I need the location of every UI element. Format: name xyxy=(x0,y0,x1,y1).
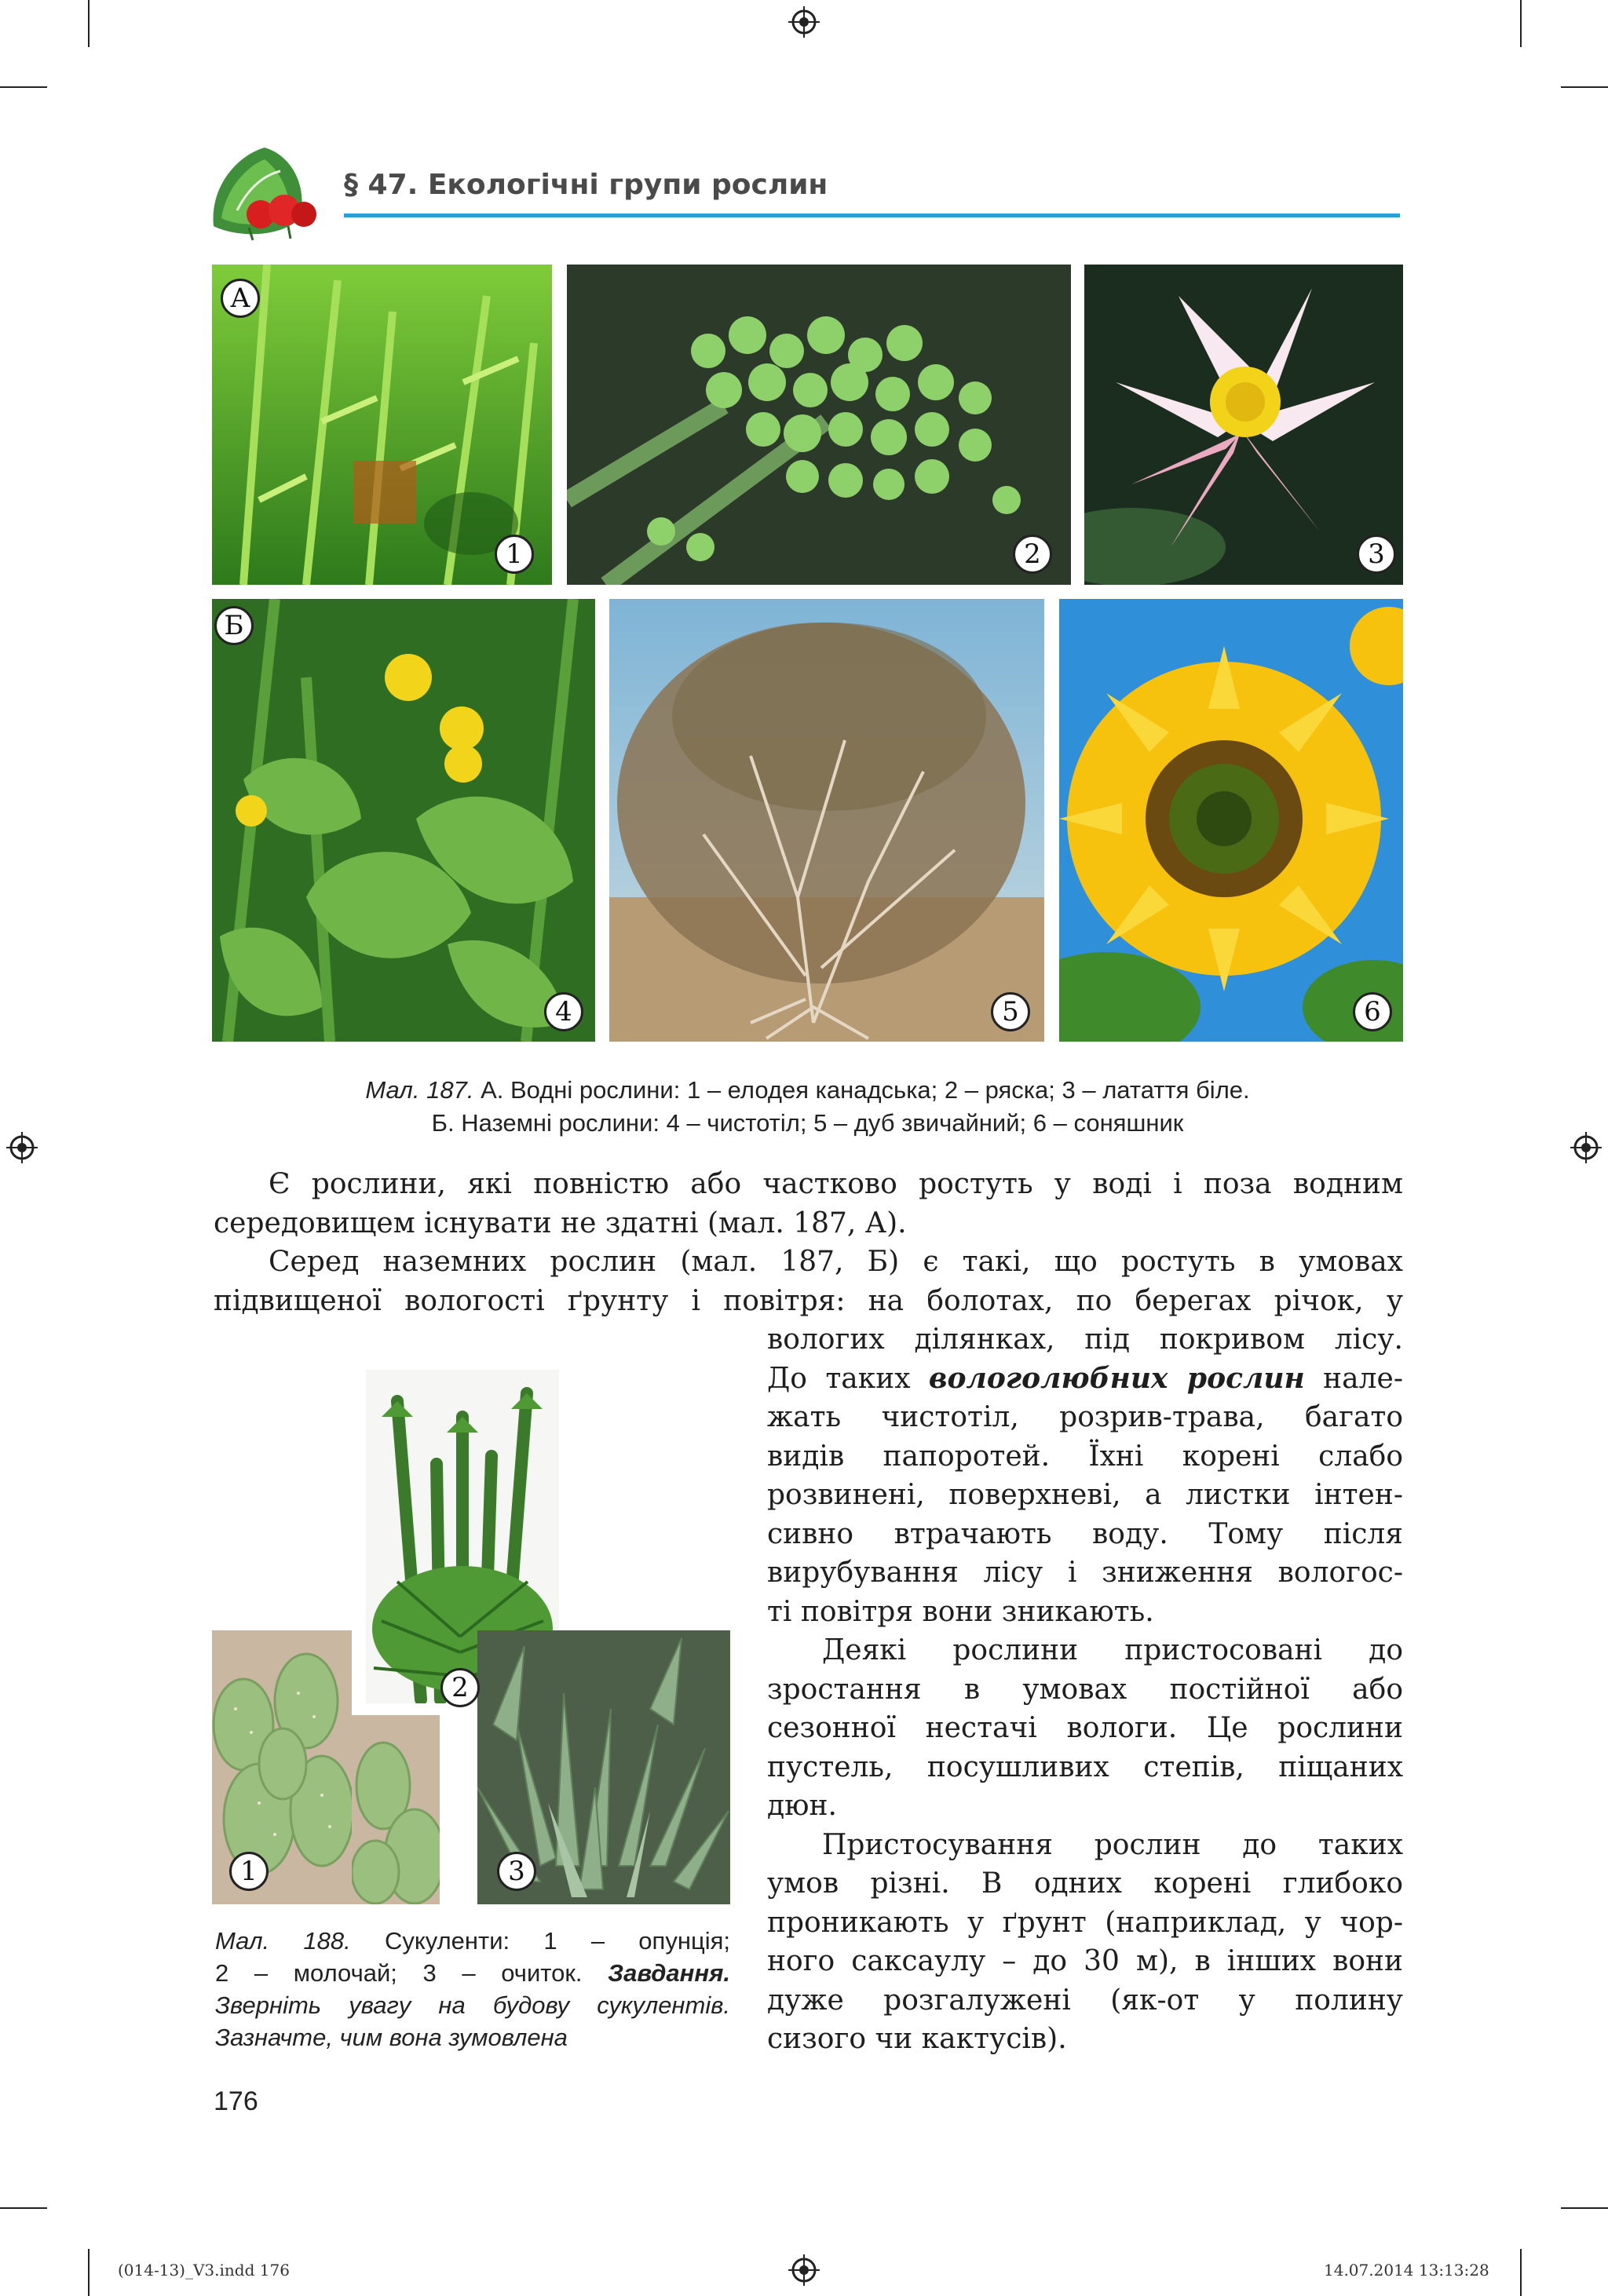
text-line: підвищеної вологості ґрунту і повітря: на болотах, по берегах річок, у xyxy=(214,1284,1403,1317)
paragraph-terrestrial xyxy=(214,1243,1403,1320)
group-b-badge: Б xyxy=(214,606,254,645)
photo-number-6: 6 xyxy=(1353,992,1392,1031)
column-text xyxy=(767,1320,1403,2059)
photo-oak xyxy=(609,599,1044,1042)
text-line: Зверніть увагу на будову сукулентів. xyxy=(215,1991,730,2019)
crop-mark xyxy=(1561,86,1608,88)
group-a-badge: А xyxy=(221,279,260,318)
text-line: ного саксаулу – до 30 м), в інших вони xyxy=(767,1945,1403,1977)
text-line: середовищем існувати не здатні (мал. 187, А). xyxy=(214,1206,907,1239)
registration-mark-icon xyxy=(788,6,820,38)
text-line: умов різні. В одних корені глибоко xyxy=(767,1867,1403,1900)
photo-water-lily xyxy=(1084,265,1403,585)
text-line: вирубування лісу і зниження вологос- xyxy=(767,1557,1403,1589)
photo-duckweed xyxy=(567,265,1071,585)
crop-mark xyxy=(0,2207,47,2209)
photo-number-4: 4 xyxy=(544,992,583,1031)
text-line: вологих ділянках, під покривом лісу. xyxy=(767,1323,1403,1356)
photo-number-2: 2 xyxy=(1013,535,1052,574)
succulent-number-2: 2 xyxy=(440,1668,480,1707)
text-line: Мал. 188. Сукуленти: 1 – опунція; xyxy=(215,1927,730,1955)
registration-mark-icon xyxy=(1570,1132,1602,1163)
text-fragment: До таких xyxy=(767,1362,929,1395)
text-line: Пристосування рослин до таких xyxy=(822,1828,1403,1861)
registration-mark-icon xyxy=(788,2254,820,2286)
page-number: 176 xyxy=(214,2086,258,2116)
text-line: сивно втрачають воду. Тому після xyxy=(767,1517,1403,1550)
photo-sunflower xyxy=(1059,599,1403,1042)
text-line: Є рослини, які повністю або частково ростуть у воді і поза водним xyxy=(269,1168,1403,1200)
photo-number-1: 1 xyxy=(495,535,534,574)
crop-mark xyxy=(1520,0,1522,47)
crop-mark xyxy=(1561,2207,1608,2209)
photo-number-3: 3 xyxy=(1357,535,1396,574)
text-line: зростання в умовах постійної або xyxy=(767,1673,1403,1706)
text-line: проникають у ґрунт (наприклад, у чор- xyxy=(767,1906,1403,1939)
succulent-number-3: 3 xyxy=(497,1852,536,1891)
text-line: жать чистотіл, розрив-трава, багато xyxy=(767,1401,1403,1433)
figure-188-label: Мал. 188. xyxy=(215,1927,351,1955)
text-fragment: нале- xyxy=(1304,1362,1403,1395)
section-logo-icon xyxy=(206,140,323,242)
print-slug-file: (014-13)_V3.indd 176 xyxy=(118,2261,290,2280)
succulent-number-1: 1 xyxy=(229,1852,269,1891)
section-title: § 47. Екологічні групи рослин xyxy=(344,169,828,201)
photo-opuntia-2 xyxy=(352,1715,440,1904)
figure-187-caption-line-1: А. Водні рослини: 1 – елодея канадська; 2 – ряска; 3 – латаття біле. xyxy=(473,1076,1250,1104)
text-line: дюн. xyxy=(767,1790,837,1822)
text-line: Серед наземних рослин (мал. 187, Б) є такі, що ростуть в умовах xyxy=(269,1246,1403,1278)
figure-187-label: Мал. 187. xyxy=(365,1076,474,1104)
text-line: розвинені, поверхневі, а листки інтен- xyxy=(767,1479,1403,1511)
figure-187-caption-line-2: Б. Наземні рослини: 4 – чистотіл; 5 – дуб звичайний; 6 – соняшник xyxy=(431,1109,1184,1137)
photo-celandine xyxy=(212,599,595,1042)
crop-mark xyxy=(88,0,90,47)
text-line: Деякі рослини пристосовані до xyxy=(822,1634,1403,1666)
text-line: Зазначте, чим вона зумовлена xyxy=(215,2024,568,2051)
figure-187-caption xyxy=(212,1074,1403,1140)
header-rule xyxy=(344,214,1400,217)
text-line: пустель, посушливих степів, піщаних xyxy=(767,1750,1403,1783)
text-line: дуже розгалужені (як-от у полину xyxy=(767,1984,1403,2017)
term-hygrophytes: вологолюбних рослин xyxy=(928,1361,1305,1395)
text-line: 2 – молочай; 3 – очиток. Завдання. xyxy=(215,1959,730,1987)
text-line: ті повітря вони зникають. xyxy=(767,1595,1154,1628)
text-line: видів папоротей. Їхні корені слабо xyxy=(767,1440,1403,1473)
crop-mark xyxy=(88,2249,90,2296)
text-line xyxy=(767,1360,1403,1399)
task-label: Завдання. xyxy=(608,1959,730,1987)
registration-mark-icon xyxy=(6,1132,38,1163)
crop-mark xyxy=(1520,2249,1522,2296)
paragraph-aquatic xyxy=(214,1165,1403,1243)
print-slug-timestamp: 14.07.2014 13:13:28 xyxy=(1324,2261,1489,2280)
figure-188-caption xyxy=(215,1925,730,2053)
text-line: сизого чи кактусів). xyxy=(767,2023,1067,2055)
photo-elodea xyxy=(212,265,552,585)
crop-mark xyxy=(0,86,47,88)
text-line: сезонної нестачі вологи. Це рослини xyxy=(767,1712,1403,1744)
photo-number-5: 5 xyxy=(991,992,1030,1031)
